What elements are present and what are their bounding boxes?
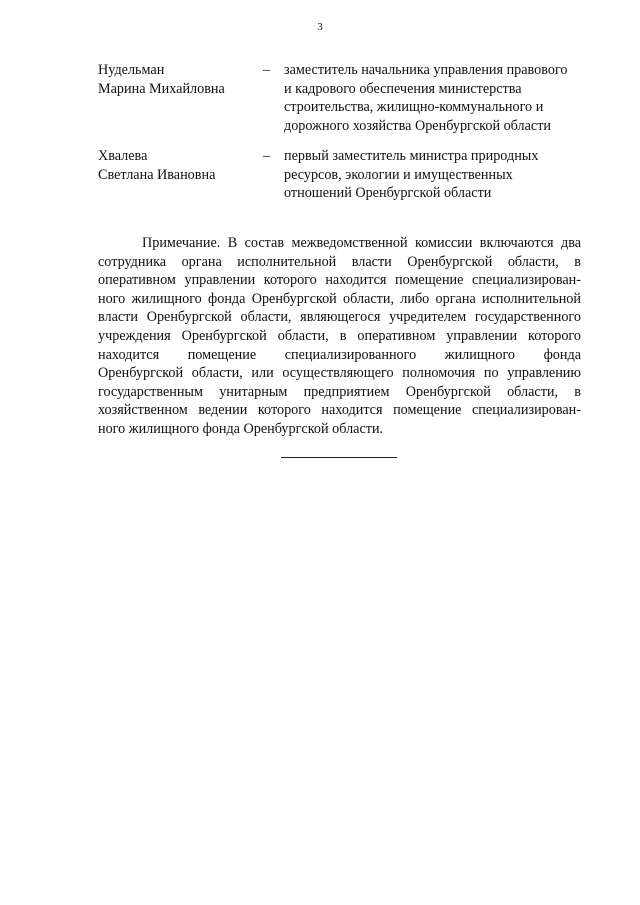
member-role <box>284 147 588 203</box>
member-dash: – <box>263 62 271 78</box>
note-line: сотрудника органа исполнительной власти Оренбургской области, в <box>98 253 581 270</box>
member-role-line: строительства, жилищно-коммунального и <box>284 99 544 116</box>
note-line: власти Оренбургской области, являющегося учредителем государственного <box>98 309 581 326</box>
member-role-line: первый заместитель министра природных <box>284 148 539 164</box>
member-given-names: Светлана Ивановна <box>98 166 216 183</box>
note-line: хозяйственном ведении которого находится помещение специализирован- <box>98 402 581 419</box>
page-number: 3 <box>317 21 323 33</box>
member-surname: Хвалева <box>98 148 148 164</box>
note-line: находится помещение специализированного жилищного фонда <box>98 346 581 363</box>
note-line: учреждения Оренбургской области, в оперативном управлении которого <box>98 327 581 344</box>
note-paragraph <box>98 234 581 439</box>
note-line: Оренбургской области, или осуществляющего полномочия по управлению <box>98 365 581 382</box>
closing-divider <box>281 457 397 458</box>
member-role-line: дорожного хозяйства Оренбургской области <box>284 117 552 134</box>
member-role-line: отношений Оренбургской области <box>284 185 492 202</box>
member-dash: – <box>263 148 271 164</box>
member-given-names: Марина Михайловна <box>98 80 225 97</box>
note-line: ного жилищного фонда Оренбургской области, либо органа исполнительной <box>98 290 581 307</box>
member-role-line: заместитель начальника управления правового <box>284 62 568 78</box>
note-line: Примечание. В состав межведомственной комиссии включаются два <box>142 235 581 251</box>
member-role-line: и кадрового обеспечения министерства <box>284 80 522 97</box>
member-name <box>98 147 258 184</box>
member-name <box>98 61 258 98</box>
note-line: оперативном управлении которого находится помещение специализирован- <box>98 272 581 289</box>
member-role-line: ресурсов, экологии и имущественных <box>284 166 513 183</box>
member-role <box>284 61 588 135</box>
note-line: ного жилищного фонда Оренбургской области. <box>98 420 384 437</box>
member-surname: Нудельман <box>98 62 165 78</box>
note-line: государственным унитарным предприятием Оренбургской области, в <box>98 383 581 400</box>
